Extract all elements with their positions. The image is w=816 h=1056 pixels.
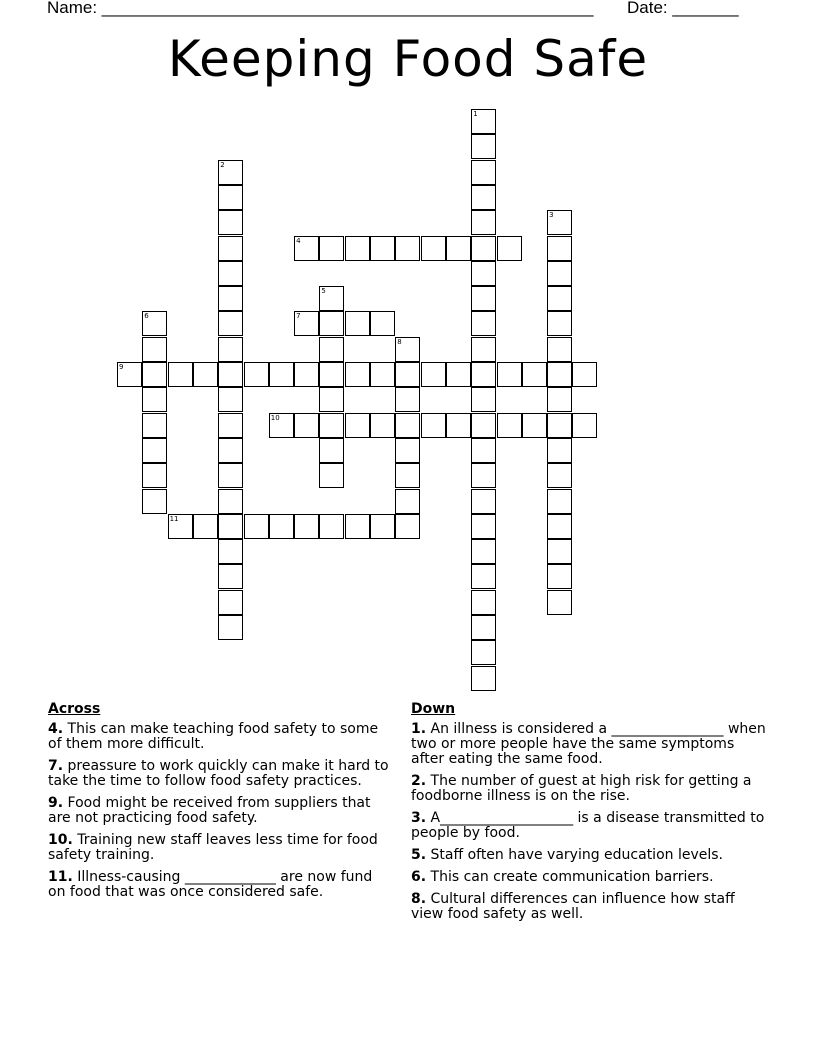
name-field[interactable]: Name: ____________________________________________________ — [47, 0, 594, 17]
crossword-cell[interactable] — [168, 514, 193, 539]
crossword-cell[interactable] — [370, 514, 395, 539]
clue-text: Staff often have varying education levels. — [430, 847, 723, 863]
clue-text: Food might be received from suppliers that are not practicing food safety. — [48, 795, 371, 826]
crossword-cell[interactable] — [446, 362, 471, 387]
clue-number: 5. — [411, 847, 427, 863]
crossword-cell[interactable] — [497, 236, 522, 261]
crossword-cell[interactable] — [395, 236, 420, 261]
clue-text: Illness-causing _____________ are now fund on food that was once considered safe. — [48, 869, 373, 900]
crossword-cell[interactable] — [421, 362, 446, 387]
crossword-cell[interactable] — [142, 387, 167, 412]
crossword-cell[interactable] — [547, 286, 572, 311]
down-clue — [411, 848, 771, 863]
crossword-cell[interactable] — [168, 362, 193, 387]
crossword-cell[interactable] — [142, 362, 167, 387]
crossword-cell[interactable] — [471, 413, 496, 438]
crossword-cell[interactable] — [471, 489, 496, 514]
down-clue — [411, 774, 771, 804]
clue-text: Training new staff leaves less time for food safety training. — [48, 832, 378, 863]
crossword-cell[interactable] — [547, 438, 572, 463]
crossword-cell[interactable] — [572, 362, 597, 387]
crossword-cell[interactable] — [395, 463, 420, 488]
crossword-cell[interactable] — [319, 438, 344, 463]
crossword-cell[interactable] — [547, 539, 572, 564]
crossword-cell[interactable] — [294, 413, 319, 438]
clue-number: 10 — [270, 413, 280, 422]
crossword-cell[interactable] — [395, 489, 420, 514]
crossword-cell[interactable] — [471, 463, 496, 488]
clue-text: The number of guest at high risk for getting a foodborne illness is on the rise. — [411, 773, 752, 804]
clue-text: Cultural differences can influence how staff view food safety as well. — [411, 891, 735, 922]
crossword-cell[interactable] — [142, 438, 167, 463]
clue-number: 6. — [411, 869, 427, 885]
crossword-cell[interactable] — [218, 261, 243, 286]
crossword-cell[interactable] — [471, 261, 496, 286]
crossword-cell[interactable] — [471, 387, 496, 412]
crossword-cell[interactable] — [471, 590, 496, 615]
crossword-cell[interactable] — [547, 387, 572, 412]
clue-number: 9 — [119, 363, 124, 371]
crossword-cell[interactable] — [370, 362, 395, 387]
crossword-cell[interactable] — [395, 438, 420, 463]
crossword-cell[interactable] — [218, 387, 243, 412]
crossword-cell[interactable] — [345, 311, 370, 336]
crossword-cell[interactable] — [319, 337, 344, 362]
clue-text: This can create communication barriers. — [430, 869, 714, 885]
crossword-cell[interactable] — [471, 160, 496, 185]
crossword-cell[interactable] — [319, 463, 344, 488]
crossword-cell[interactable] — [319, 514, 344, 539]
crossword-cell[interactable] — [319, 286, 344, 311]
page-title: Keeping Food Safe — [167, 30, 649, 88]
crossword-cell[interactable] — [218, 539, 243, 564]
clue-number: 7. — [48, 758, 64, 774]
crossword-cell[interactable] — [547, 590, 572, 615]
clue-text: An illness is considered a ________________ when two or more people have the same symptoms after eating the same food. — [411, 721, 766, 767]
clue-number: 3. — [411, 810, 427, 826]
crossword-cell[interactable] — [218, 286, 243, 311]
crossword-cell[interactable] — [218, 514, 243, 539]
down-clues — [411, 702, 771, 929]
crossword-cell[interactable] — [471, 210, 496, 235]
crossword-cell[interactable] — [471, 640, 496, 665]
across-clue — [48, 796, 393, 826]
crossword-cell[interactable] — [319, 311, 344, 336]
crossword-cell[interactable] — [547, 210, 572, 235]
across-clue — [48, 833, 393, 863]
crossword-cell[interactable] — [471, 236, 496, 261]
crossword-cell[interactable] — [218, 185, 243, 210]
crossword-cell[interactable] — [269, 362, 294, 387]
across-clue — [48, 722, 393, 752]
crossword-cell[interactable] — [269, 413, 294, 438]
crossword-cell[interactable] — [370, 413, 395, 438]
crossword-cell[interactable] — [345, 514, 370, 539]
crossword-cell[interactable] — [497, 362, 522, 387]
crossword-cell[interactable] — [421, 236, 446, 261]
clue-number: 8. — [411, 891, 427, 907]
clue-text: A___________________ is a disease transmitted to people by food. — [411, 810, 765, 841]
crossword-cell[interactable] — [218, 413, 243, 438]
crossword-cell[interactable] — [218, 210, 243, 235]
date-field[interactable]: Date: _______ — [627, 0, 739, 17]
crossword-cell[interactable] — [471, 564, 496, 589]
clue-text: preassure to work quickly can make it hard to take the time to follow food safety practices. — [48, 758, 389, 789]
crossword-cell[interactable] — [497, 413, 522, 438]
crossword-cell[interactable] — [218, 438, 243, 463]
crossword-cell[interactable] — [471, 615, 496, 640]
crossword-cell[interactable] — [345, 362, 370, 387]
clue-number: 1. — [411, 721, 427, 737]
crossword-cell[interactable] — [294, 514, 319, 539]
crossword-cell[interactable] — [218, 362, 243, 387]
crossword-cell[interactable] — [395, 337, 420, 362]
crossword-cell[interactable] — [319, 236, 344, 261]
crossword-cell[interactable] — [421, 413, 446, 438]
crossword-cell[interactable] — [269, 514, 294, 539]
crossword-cell[interactable] — [471, 185, 496, 210]
crossword-cell[interactable] — [370, 236, 395, 261]
crossword-cell[interactable] — [547, 514, 572, 539]
crossword-cell[interactable] — [142, 463, 167, 488]
crossword-cell[interactable] — [142, 337, 167, 362]
down-heading: Down — [411, 701, 456, 717]
crossword-cell[interactable] — [471, 666, 496, 691]
crossword-cell[interactable] — [319, 362, 344, 387]
clue-number: 11 — [169, 514, 179, 523]
crossword-cell[interactable] — [218, 564, 243, 589]
crossword-cell[interactable] — [522, 362, 547, 387]
crossword-cell[interactable] — [471, 311, 496, 336]
crossword-cell[interactable] — [142, 311, 167, 336]
across-clue — [48, 759, 393, 789]
crossword-cell[interactable] — [446, 413, 471, 438]
crossword-cell[interactable] — [471, 337, 496, 362]
crossword-cell[interactable] — [471, 134, 496, 159]
clue-number: 2. — [411, 773, 427, 789]
clue-number: 7 — [296, 312, 301, 321]
across-clues — [48, 702, 393, 907]
crossword-cell[interactable] — [471, 438, 496, 463]
across-clue — [48, 870, 393, 900]
crossword-cell[interactable] — [142, 489, 167, 514]
crossword-cell[interactable] — [345, 413, 370, 438]
crossword-cell[interactable] — [547, 489, 572, 514]
crossword-cell[interactable] — [522, 413, 547, 438]
crossword-cell[interactable] — [117, 362, 142, 387]
crossword-cell[interactable] — [218, 590, 243, 615]
crossword-cell[interactable] — [218, 337, 243, 362]
crossword-cell[interactable] — [345, 236, 370, 261]
crossword-cell[interactable] — [319, 413, 344, 438]
crossword-cell[interactable] — [294, 362, 319, 387]
clue-number: 3 — [549, 211, 554, 220]
crossword-cell[interactable] — [471, 539, 496, 564]
down-clue — [411, 892, 771, 922]
crossword-cell[interactable] — [471, 362, 496, 387]
clue-number: 11. — [48, 869, 73, 885]
crossword-cell[interactable] — [395, 514, 420, 539]
crossword-cell[interactable] — [193, 362, 218, 387]
clue-number: 9. — [48, 795, 64, 811]
clue-number: 5 — [321, 287, 326, 296]
crossword-cell[interactable] — [218, 311, 243, 336]
clue-number: 2 — [220, 160, 225, 169]
crossword-cell[interactable] — [319, 387, 344, 412]
crossword-cell[interactable] — [142, 413, 167, 438]
across-heading: Across — [48, 701, 101, 717]
clue-number: 8 — [397, 337, 402, 346]
crossword-cell[interactable] — [547, 337, 572, 362]
down-clue — [411, 811, 771, 841]
crossword-cell[interactable] — [218, 615, 243, 640]
crossword-cell[interactable] — [471, 286, 496, 311]
crossword-cell[interactable] — [294, 311, 319, 336]
crossword-cell[interactable] — [547, 463, 572, 488]
crossword-cell[interactable] — [471, 514, 496, 539]
clue-number: 4 — [296, 236, 301, 245]
clue-number: 1 — [473, 110, 478, 118]
crossword-cell[interactable] — [370, 311, 395, 336]
crossword-cell[interactable] — [547, 413, 572, 438]
clue-number: 6 — [144, 312, 149, 321]
crossword-cell[interactable] — [218, 236, 243, 261]
down-clue — [411, 870, 771, 885]
crossword-cell[interactable] — [193, 514, 218, 539]
crossword-cell[interactable] — [244, 514, 269, 539]
crossword-cell[interactable] — [294, 236, 319, 261]
clue-number: 10. — [48, 832, 73, 848]
clue-text: This can make teaching food safety to some of them more difficult. — [48, 721, 379, 752]
crossword-cell[interactable] — [547, 362, 572, 387]
crossword-cell[interactable] — [395, 387, 420, 412]
crossword-cell[interactable] — [218, 489, 243, 514]
crossword-cell[interactable] — [547, 564, 572, 589]
crossword-cell[interactable] — [244, 362, 269, 387]
crossword-cell[interactable] — [547, 236, 572, 261]
crossword-cell[interactable] — [547, 311, 572, 336]
crossword-cell[interactable] — [572, 413, 597, 438]
crossword-cell[interactable] — [218, 463, 243, 488]
crossword-cell[interactable] — [395, 413, 420, 438]
down-clue — [411, 722, 771, 767]
crossword-cell[interactable] — [446, 236, 471, 261]
crossword-cell[interactable] — [547, 261, 572, 286]
crossword-cell[interactable] — [471, 109, 496, 134]
clue-number: 4. — [48, 721, 64, 737]
crossword-cell[interactable] — [218, 160, 243, 185]
crossword-cell[interactable] — [395, 362, 420, 387]
